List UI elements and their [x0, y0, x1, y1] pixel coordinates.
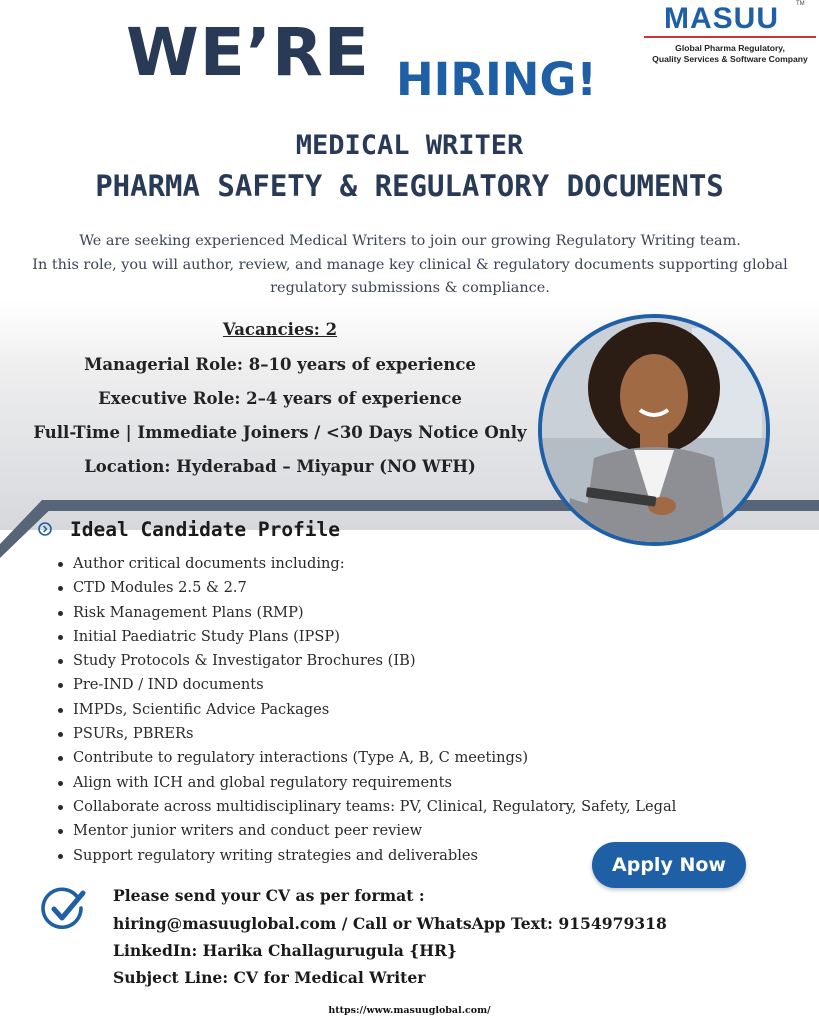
apply-now-button[interactable]: Apply Now — [592, 842, 746, 888]
list-item: Align with ICH and global regulatory requirements — [54, 771, 676, 795]
job-location: Location: Hyderabad – Miyapur (NO WFH) — [84, 457, 476, 476]
candidate-requirements-list — [54, 552, 676, 868]
logo-tagline — [640, 43, 819, 65]
vacancies: Vacancies: 2 — [222, 320, 338, 339]
list-item: IMPDs, Scientific Advice Packages — [54, 698, 676, 722]
logo-trademark: TM — [796, 1, 805, 7]
employment-type: Full-Time | Immediate Joiners / <30 Days Notice Only — [33, 423, 527, 442]
profile-heading: Ideal Candidate Profile — [70, 518, 341, 541]
list-item: Pre-IND / IND documents — [54, 673, 676, 697]
headline-hiring: HIRING! — [396, 53, 597, 106]
logo-tagline-line1: Global Pharma Regulatory, — [675, 43, 785, 53]
intro-paragraph — [30, 230, 790, 301]
logo-tagline-line2: Quality Services & Software Company — [652, 54, 808, 64]
job-subtitle: PHARMA SAFETY & REGULATORY DOCUMENTS — [95, 169, 724, 203]
list-item: Contribute to regulatory interactions (Type A, B, C meetings) — [54, 746, 676, 770]
list-item: Study Protocols & Investigator Brochures (IB) — [54, 649, 676, 673]
candidate-photo — [538, 314, 770, 546]
list-item: Initial Paediatric Study Plans (IPSP) — [54, 625, 676, 649]
headline-were: WE’RE — [126, 14, 370, 91]
list-item: Support regulatory writing strategies and deliverables — [54, 844, 676, 868]
list-item: Author critical documents including: — [54, 552, 676, 576]
intro-line3: regulatory submissions & compliance. — [270, 280, 550, 296]
website-link[interactable]: https://www.masuuglobal.com/ — [328, 1005, 491, 1016]
checkmark-circle-icon — [40, 886, 88, 934]
contact-instruction: Please send your CV as per format : — [113, 886, 425, 905]
intro-line2: In this role, you will author, review, and manage key clinical & regulatory documents supporting global — [32, 256, 788, 273]
contact-linkedin[interactable]: LinkedIn: Harika Challagurugula {HR} — [113, 941, 458, 960]
logo-name: MASUU — [664, 2, 779, 35]
executive-role: Executive Role: 2–4 years of experience — [98, 389, 462, 408]
intro-line1: We are seeking experienced Medical Writers to join our growing Regulatory Writing team. — [79, 233, 741, 249]
managerial-role: Managerial Role: 8–10 years of experience — [84, 355, 476, 374]
list-item: Collaborate across multidisciplinary teams: PV, Clinical, Regulatory, Safety, Legal — [54, 795, 676, 819]
list-item: Mentor junior writers and conduct peer review — [54, 819, 676, 843]
person-illustration — [542, 318, 766, 542]
contact-email-phone[interactable]: hiring@masuuglobal.com / Call or WhatsApp Text: 9154979318 — [113, 914, 667, 933]
list-item: PSURs, PBRERs — [54, 722, 676, 746]
chevron-right-circle-icon — [38, 522, 52, 536]
list-item: Risk Management Plans (RMP) — [54, 601, 676, 625]
job-title: MEDICAL WRITER — [295, 130, 524, 161]
contact-subject-line: Subject Line: CV for Medical Writer — [113, 968, 426, 987]
logo-divider — [644, 36, 816, 38]
company-logo[interactable] — [640, 0, 818, 70]
list-item: CTD Modules 2.5 & 2.7 — [54, 576, 676, 600]
